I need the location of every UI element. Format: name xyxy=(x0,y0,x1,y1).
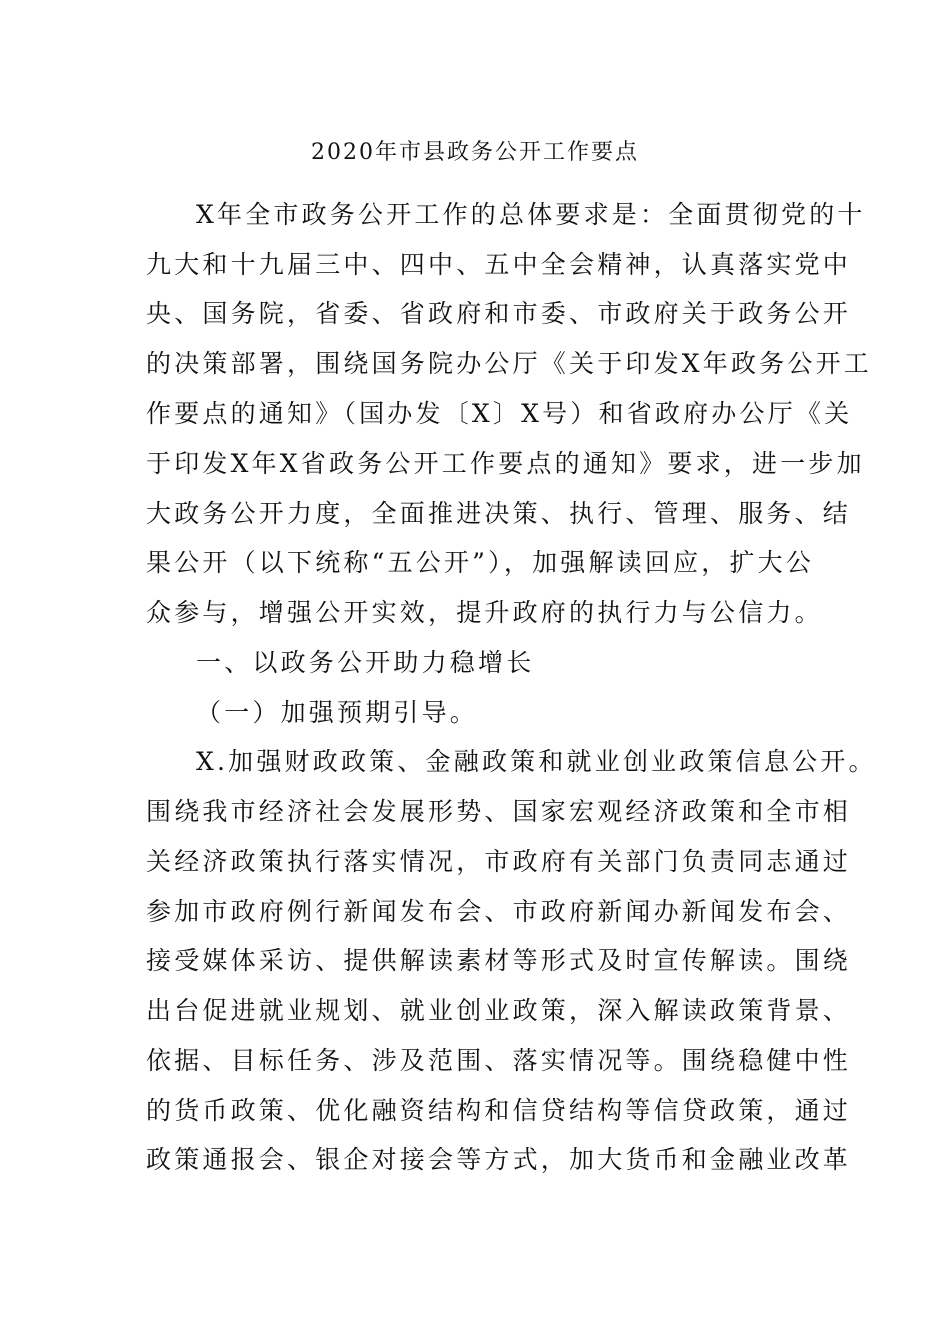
paragraph-line: 的决策部署，围绕国务院办公厅《关于印发X年政务公开工 xyxy=(146,349,873,378)
paragraph-line: 关经济政策执行落实情况，市政府有关部门负责同志通过 xyxy=(146,847,852,876)
paragraph-line: 九大和十九届三中、四中、五中全会精神，认真落实党中 xyxy=(146,250,852,279)
paragraph-line: 出台促进就业规划、就业创业政策，深入解读政策背景、 xyxy=(146,996,852,1025)
paragraph-line: 作要点的通知》（国办发〔X〕X号）和省政府办公厅《关 xyxy=(146,399,853,428)
paragraph-line: 接受媒体采访、提供解读素材等形式及时宣传解读。围绕 xyxy=(146,946,852,975)
paragraph-line: 于印发X年X省政务公开工作要点的通知》要求，进一步加 xyxy=(146,449,865,478)
paragraph-line: 果公开（以下统称“五公开”），加强解读回应，扩大公 xyxy=(146,548,815,577)
section-heading: 一、以政务公开助力稳增长 xyxy=(196,648,535,677)
paragraph-line: 央、国务院，省委、省政府和市委、市政府关于政务公开 xyxy=(146,299,852,328)
paragraph-line: X年全市政务公开工作的总体要求是：全面贯彻党的十 xyxy=(196,200,866,229)
paragraph-line: X.加强财政政策、金融政策和就业创业政策信息公开。 xyxy=(196,747,877,776)
paragraph-line: 依据、目标任务、涉及范围、落实情况等。围绕稳健中性 xyxy=(146,1046,852,1075)
subsection-heading: （一）加强预期引导。 xyxy=(196,698,479,727)
paragraph-line: 围绕我市经济社会发展形势、国家宏观经济政策和全市相 xyxy=(146,797,852,826)
paragraph-line: 的货币政策、优化融资结构和信贷结构等信贷政策，通过 xyxy=(146,1096,852,1125)
paragraph-line: 参加市政府例行新闻发布会、市政府新闻办新闻发布会、 xyxy=(146,897,852,926)
paragraph-line: 众参与，增强公开实效，提升政府的执行力与公信力。 xyxy=(146,598,823,627)
paragraph-line: 政策通报会、银企对接会等方式，加大货币和金融业改革 xyxy=(146,1145,852,1174)
paragraph-line: 大政务公开力度，全面推进决策、执行、管理、服务、结 xyxy=(146,499,852,528)
document-title: 2020年市县政务公开工作要点 xyxy=(311,140,639,165)
